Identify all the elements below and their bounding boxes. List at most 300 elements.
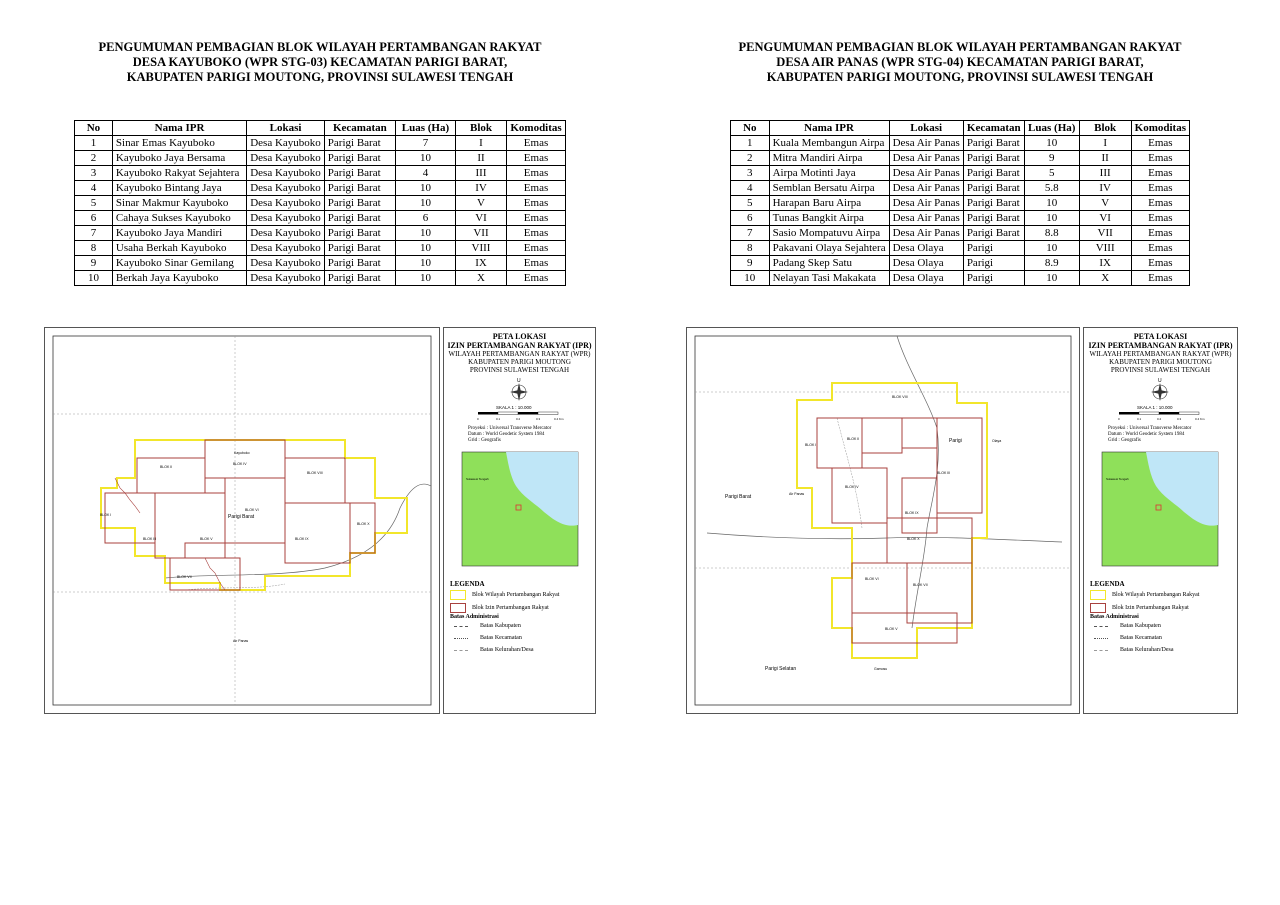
cell-no: 2: [731, 151, 770, 166]
cell-blok: III: [1079, 166, 1131, 181]
table-row: [75, 151, 566, 166]
cell-komoditas: Emas: [507, 241, 566, 256]
north-label: U: [1158, 378, 1162, 384]
cell-nama-ipr: Nelayan Tasi Makakata: [769, 271, 889, 286]
map-label-blok-1: BLOK I: [805, 443, 817, 447]
cell-nama-ipr: Kuala Membangun Airpa: [769, 136, 889, 151]
left-map: [44, 327, 440, 714]
cell-no: 3: [731, 166, 770, 181]
col-lokasi: Lokasi: [889, 121, 963, 136]
cell-nama-ipr: Usaha Berkah Kayuboko: [112, 241, 246, 256]
cell-lokasi: Desa Olaya: [889, 241, 963, 256]
kab-line-icon: [1094, 626, 1108, 627]
compass-north-icon: [444, 374, 595, 424]
scale-tick-0: 0: [477, 417, 479, 421]
cell-no: 8: [75, 241, 113, 256]
cell-luas: 5.8: [1024, 181, 1079, 196]
legend-desa: [450, 644, 595, 656]
table-row: [75, 181, 566, 196]
cell-blok: VI: [455, 211, 506, 226]
cell-blok: II: [1079, 151, 1131, 166]
cell-kecamatan: Parigi Barat: [963, 136, 1024, 151]
table-row: [731, 151, 1190, 166]
cell-komoditas: Emas: [1131, 151, 1189, 166]
cell-lokasi: Desa Air Panas: [889, 136, 963, 151]
cell-blok: II: [455, 151, 506, 166]
cell-luas: 8.8: [1024, 226, 1079, 241]
left-title: [0, 40, 640, 85]
cell-komoditas: Emas: [1131, 211, 1189, 226]
cell-blok: VII: [455, 226, 506, 241]
datum-label: Datum: [1108, 432, 1122, 437]
map-label-village-right: Olaya: [992, 439, 1002, 443]
datum-value: World Geodetic System 1984: [485, 432, 545, 437]
col-komoditas: Komoditas: [1131, 121, 1189, 136]
map-label-blok-4: BLOK IV: [845, 485, 859, 489]
cell-lokasi: Desa Olaya: [889, 256, 963, 271]
ipr-swatch-icon: [450, 603, 466, 613]
left-title-line-3: KABUPATEN PARIGI MOUTONG, PROVINSI SULAWESI TENGAH: [126, 70, 514, 84]
cell-blok: IV: [455, 181, 506, 196]
map-label-blok-8: BLOK VIII: [307, 471, 323, 475]
cell-blok: I: [455, 136, 506, 151]
cell-lokasi: Desa Kayuboko: [247, 226, 325, 241]
cell-komoditas: Emas: [507, 151, 566, 166]
table-row: [75, 166, 566, 181]
proj-value: Universal Transverse Mercator: [489, 426, 552, 431]
map-label-blok-6: BLOK VI: [245, 508, 259, 512]
right-title-line-2: DESA AIR PANAS (WPR STG-04) KECAMATAN PARIGI BARAT,: [776, 55, 1144, 69]
scale-tick-3: 0.3: [536, 417, 541, 421]
cell-komoditas: Emas: [507, 256, 566, 271]
cell-nama-ipr: Mitra Mandiri Airpa: [769, 151, 889, 166]
cell-kecamatan: Parigi Barat: [324, 271, 395, 286]
scale-tick-4: 0.4 Km: [1195, 417, 1205, 421]
col-komoditas: Komoditas: [507, 121, 566, 136]
cell-luas: 10: [395, 181, 455, 196]
cell-blok: VIII: [1079, 241, 1131, 256]
cell-luas: 10: [1024, 241, 1079, 256]
cell-luas: 10: [1024, 211, 1079, 226]
cell-no: 5: [731, 196, 770, 211]
cell-nama-ipr: Padang Skep Satu: [769, 256, 889, 271]
map-label-blok-1: BLOK I: [100, 513, 112, 517]
legend-wpr: [1090, 588, 1237, 601]
legend-title-2: IZIN PERTAMBANGAN RAKYAT (IPR): [447, 341, 592, 350]
grid-label: Grid: [1108, 438, 1118, 443]
inset-map: [444, 450, 595, 570]
col-no: No: [75, 121, 113, 136]
cell-lokasi: Desa Air Panas: [889, 211, 963, 226]
cell-nama-ipr: Kayuboko Rakyat Sejahtera: [112, 166, 246, 181]
cell-kecamatan: Parigi Barat: [963, 166, 1024, 181]
legend-title-1: PETA LOKASI: [1133, 332, 1188, 341]
cell-no: 4: [75, 181, 113, 196]
cell-luas: 8.9: [1024, 256, 1079, 271]
legend-sub-1: WILAYAH PERTAMBANGAN RAKYAT (WPR): [1089, 350, 1232, 358]
cell-lokasi: Desa Air Panas: [889, 196, 963, 211]
north-label: U: [517, 378, 521, 384]
kec-line-icon: [454, 638, 468, 639]
table-row: [75, 211, 566, 226]
legend-ipr: [1090, 601, 1237, 614]
cell-lokasi: Desa Kayuboko: [247, 256, 325, 271]
compass-north-icon: [1084, 374, 1237, 424]
table-row: [731, 181, 1190, 196]
cell-kecamatan: Parigi: [963, 256, 1024, 271]
map-label-blok-5: BLOK V: [200, 537, 213, 541]
table-row: [75, 256, 566, 271]
legend-ipr-label: Blok Izin Pertambangan Rakyat: [472, 604, 549, 611]
cell-kecamatan: Parigi: [963, 241, 1024, 256]
legend-heading: LEGENDA: [1090, 580, 1125, 588]
scale-label: SKALA 1 : 10.000: [496, 405, 532, 410]
cell-komoditas: Emas: [1131, 271, 1189, 286]
table-row: [731, 166, 1190, 181]
legend-sub-2: KABUPATEN PARIGI MOUTONG: [1109, 358, 1212, 366]
cell-lokasi: Desa Kayuboko: [247, 181, 325, 196]
legend-desa-label: Batas Kelurahan/Desa: [480, 647, 534, 653]
cell-kecamatan: Parigi Barat: [324, 196, 395, 211]
grid-value: Geografis: [481, 438, 501, 443]
map-label-blok-9: BLOK IX: [905, 511, 919, 515]
cell-lokasi: Desa Kayuboko: [247, 211, 325, 226]
map-label-village-left: Air Panas: [789, 492, 805, 496]
inset-map: [1084, 450, 1237, 570]
cell-kecamatan: Parigi Barat: [324, 241, 395, 256]
cell-nama-ipr: Harapan Baru Airpa: [769, 196, 889, 211]
legend-wpr-label: Blok Wilayah Pertambangan Rakyat: [472, 591, 560, 598]
cell-blok: V: [455, 196, 506, 211]
right-title-line-3: KABUPATEN PARIGI MOUTONG, PROVINSI SULAWESI TENGAH: [766, 70, 1154, 84]
map-label-blok-9: BLOK IX: [295, 537, 309, 541]
projection-info: Proyeksi : Universal Transverse Mercator Datum : World Geodetic System 1984 Grid : Geografis: [1108, 426, 1192, 443]
cell-komoditas: Emas: [1131, 196, 1189, 211]
cell-kecamatan: Parigi Barat: [963, 181, 1024, 196]
cell-nama-ipr: Sasio Mompatuvu Airpa: [769, 226, 889, 241]
cell-no: 8: [731, 241, 770, 256]
table-row: [731, 271, 1190, 286]
cell-nama-ipr: Semblan Bersatu Airpa: [769, 181, 889, 196]
cell-komoditas: Emas: [507, 226, 566, 241]
legend-desa-label: Batas Kelurahan/Desa: [1120, 647, 1174, 653]
cell-lokasi: Desa Kayuboko: [247, 241, 325, 256]
cell-luas: 10: [395, 226, 455, 241]
map-label-south: Air Panas: [233, 639, 249, 643]
cell-nama-ipr: Sinar Emas Kayuboko: [112, 136, 246, 151]
cell-blok: VIII: [455, 241, 506, 256]
cell-no: 7: [75, 226, 113, 241]
map-label-blok-7: BLOK VII: [177, 575, 192, 579]
cell-kecamatan: Parigi Barat: [324, 166, 395, 181]
cell-kecamatan: Parigi Barat: [324, 151, 395, 166]
cell-kecamatan: Parigi Barat: [963, 196, 1024, 211]
cell-lokasi: Desa Kayuboko: [247, 151, 325, 166]
cell-lokasi: Desa Olaya: [889, 271, 963, 286]
cell-kecamatan: Parigi Barat: [324, 211, 395, 226]
wpr-swatch-icon: [1090, 590, 1106, 600]
legend-wpr: [450, 588, 595, 601]
cell-komoditas: Emas: [1131, 136, 1189, 151]
map-label-blok-7: BLOK VII: [913, 583, 928, 587]
cell-blok: III: [455, 166, 506, 181]
cell-nama-ipr: Airpa Motinti Jaya: [769, 166, 889, 181]
cell-kecamatan: Parigi: [963, 271, 1024, 286]
legend-batas: Batas Administrasi: [450, 614, 499, 620]
scale-label: SKALA 1 : 10.000: [1137, 405, 1173, 410]
table-row: [75, 136, 566, 151]
cell-no: 9: [75, 256, 113, 271]
left-title-line-2: DESA KAYUBOKO (WPR STG-03) KECAMATAN PARIGI BARAT,: [132, 55, 508, 69]
cell-lokasi: Desa Air Panas: [889, 226, 963, 241]
cell-lokasi: Desa Kayuboko: [247, 136, 325, 151]
cell-no: 9: [731, 256, 770, 271]
legend-kec-label: Batas Kecamatan: [480, 635, 522, 641]
cell-komoditas: Emas: [507, 271, 566, 286]
cell-blok: X: [455, 271, 506, 286]
cell-komoditas: Emas: [507, 166, 566, 181]
proj-label: Proyeksi: [1108, 426, 1126, 431]
cell-blok: VII: [1079, 226, 1131, 241]
cell-lokasi: Desa Air Panas: [889, 166, 963, 181]
map-label-blok-10: BLOK X: [357, 522, 370, 526]
cell-no: 3: [75, 166, 113, 181]
table-header-row: [75, 121, 566, 136]
col-nama-ipr: Nama IPR: [769, 121, 889, 136]
map-label-town: Parigi Barat: [228, 514, 255, 520]
cell-luas: 9: [1024, 151, 1079, 166]
legend-title-2: IZIN PERTAMBANGAN RAKYAT (IPR): [1088, 341, 1233, 350]
cell-nama-ipr: Tunas Bangkit Airpa: [769, 211, 889, 226]
cell-blok: IV: [1079, 181, 1131, 196]
legend-kec: [1090, 632, 1237, 644]
map-label-village: Kayuboko: [234, 451, 250, 455]
map-label-blok-5: BLOK V: [885, 627, 898, 631]
inset-label: Sulawesi Tengah: [466, 477, 489, 481]
col-luas: Luas (Ha): [395, 121, 455, 136]
left-title-line-1: PENGUMUMAN PEMBAGIAN BLOK WILAYAH PERTAMBANGAN RAKYAT: [98, 40, 542, 54]
cell-luas: 10: [395, 256, 455, 271]
cell-no: 10: [731, 271, 770, 286]
map-label-south: Parigi Selatan: [765, 666, 797, 672]
legend-kec: [450, 632, 595, 644]
cell-no: 2: [75, 151, 113, 166]
legend-ipr: [450, 601, 595, 614]
legend-kab: [1090, 620, 1237, 632]
map-label-blok-3: BLOK III: [143, 537, 157, 541]
datum-value: World Geodetic System 1984: [1125, 432, 1185, 437]
legend-kab: [450, 620, 595, 632]
right-legend: [1083, 327, 1238, 714]
table-row: [731, 226, 1190, 241]
legend-sub-3: PROVINSI SULAWESI TENGAH: [1110, 366, 1211, 374]
cell-nama-ipr: Kayuboko Bintang Jaya: [112, 181, 246, 196]
legend-items: [1084, 580, 1237, 656]
cell-nama-ipr: Kayuboko Jaya Mandiri: [112, 226, 246, 241]
map-label-town-left: Parigi Barat: [725, 494, 752, 500]
desa-line-icon: [454, 650, 468, 651]
table-row: [75, 271, 566, 286]
table-row: [731, 256, 1190, 271]
legend-ipr-label: Blok Izin Pertambangan Rakyat: [1112, 604, 1189, 611]
cell-luas: 10: [395, 241, 455, 256]
col-luas: Luas (Ha): [1024, 121, 1079, 136]
cell-luas: 10: [1024, 136, 1079, 151]
cell-no: 5: [75, 196, 113, 211]
map-label-blok-2: BLOK II: [160, 465, 173, 469]
cell-lokasi: Desa Air Panas: [889, 181, 963, 196]
col-blok: Blok: [455, 121, 506, 136]
grid-value: Geografis: [1121, 438, 1141, 443]
scale-tick-4: 0.4 Km: [554, 417, 564, 421]
legend-sub-3: PROVINSI SULAWESI TENGAH: [469, 366, 570, 374]
cell-luas: 10: [395, 271, 455, 286]
cell-kecamatan: Parigi Barat: [324, 226, 395, 241]
right-title-line-1: PENGUMUMAN PEMBAGIAN BLOK WILAYAH PERTAMBANGAN RAKYAT: [738, 40, 1182, 54]
cell-lokasi: Desa Kayuboko: [247, 196, 325, 211]
cell-no: 1: [731, 136, 770, 151]
table-row: [75, 196, 566, 211]
cell-luas: 6: [395, 211, 455, 226]
legend-heading: LEGENDA: [450, 580, 485, 588]
cell-komoditas: Emas: [507, 181, 566, 196]
map-label-blok-10: BLOK X: [907, 537, 920, 541]
legend-title-1: PETA LOKASI: [492, 332, 547, 341]
cell-luas: 10: [1024, 271, 1079, 286]
cell-komoditas: Emas: [1131, 226, 1189, 241]
cell-nama-ipr: Cahaya Sukses Kayuboko: [112, 211, 246, 226]
cell-blok: X: [1079, 271, 1131, 286]
legend-kab-label: Batas Kabupaten: [1120, 623, 1161, 629]
cell-nama-ipr: Kayuboko Sinar Gemilang: [112, 256, 246, 271]
cell-komoditas: Emas: [507, 211, 566, 226]
cell-kecamatan: Parigi Barat: [963, 211, 1024, 226]
table-row: [731, 196, 1190, 211]
ipr-swatch-icon: [1090, 603, 1106, 613]
cell-komoditas: Emas: [1131, 241, 1189, 256]
scale-tick-2: 0.2: [1157, 417, 1162, 421]
cell-lokasi: Desa Kayuboko: [247, 166, 325, 181]
cell-no: 6: [731, 211, 770, 226]
cell-luas: 5: [1024, 166, 1079, 181]
cell-luas: 10: [395, 151, 455, 166]
scale-tick-0: 0: [1118, 417, 1120, 421]
cell-no: 10: [75, 271, 113, 286]
cell-lokasi: Desa Air Panas: [889, 151, 963, 166]
legend-kab-label: Batas Kabupaten: [480, 623, 521, 629]
cell-blok: IX: [1079, 256, 1131, 271]
cell-kecamatan: Parigi Barat: [963, 226, 1024, 241]
map-label-blok-6: BLOK VI: [865, 577, 879, 581]
legend-items: [444, 580, 595, 656]
scale-tick-1: 0.1: [496, 417, 501, 421]
table-row: [731, 211, 1190, 226]
map-label-blok-2: BLOK II: [847, 437, 860, 441]
cell-no: 6: [75, 211, 113, 226]
proj-label: Proyeksi: [468, 426, 486, 431]
col-lokasi: Lokasi: [247, 121, 325, 136]
col-kecamatan: Kecamatan: [963, 121, 1024, 136]
right-map: [686, 327, 1080, 714]
cell-luas: 10: [1024, 196, 1079, 211]
projection-info: Proyeksi : Universal Transverse Mercator Datum : World Geodetic System 1984 Grid : Geografis: [468, 426, 552, 443]
legend-kec-label: Batas Kecamatan: [1120, 635, 1162, 641]
cell-komoditas: Emas: [507, 196, 566, 211]
kec-line-icon: [1094, 638, 1108, 639]
desa-line-icon: [1094, 650, 1108, 651]
cell-nama-ipr: Kayuboko Jaya Bersama: [112, 151, 246, 166]
cell-komoditas: Emas: [1131, 181, 1189, 196]
legend-wpr-label: Blok Wilayah Pertambangan Rakyat: [1112, 591, 1200, 598]
inset-label: Sulawesi Tengah: [1106, 477, 1129, 481]
cell-no: 1: [75, 136, 113, 151]
cell-blok: V: [1079, 196, 1131, 211]
cell-kecamatan: Parigi Barat: [963, 151, 1024, 166]
wpr-swatch-icon: [450, 590, 466, 600]
kab-line-icon: [454, 626, 468, 627]
cell-blok: I: [1079, 136, 1131, 151]
cell-no: 7: [731, 226, 770, 241]
legend-sub-1: WILAYAH PERTAMBANGAN RAKYAT (WPR): [448, 350, 591, 358]
left-ipr-table: [74, 120, 566, 286]
cell-luas: 7: [395, 136, 455, 151]
cell-blok: IX: [455, 256, 506, 271]
cell-komoditas: Emas: [1131, 166, 1189, 181]
cell-blok: VI: [1079, 211, 1131, 226]
left-legend: [443, 327, 596, 714]
right-map-canvas: [687, 328, 1079, 713]
map-label-south-village: Gamosu: [874, 667, 888, 671]
cell-luas: 10: [395, 196, 455, 211]
legend-batas: Batas Administrasi: [1090, 614, 1139, 620]
cell-nama-ipr: Pakavani Olaya Sejahtera: [769, 241, 889, 256]
map-label-blok-3: BLOK III: [937, 471, 951, 475]
cell-lokasi: Desa Kayuboko: [247, 271, 325, 286]
table-header-row: [731, 121, 1190, 136]
col-no: No: [731, 121, 770, 136]
grid-label: Grid: [468, 438, 478, 443]
table-row: [731, 241, 1190, 256]
cell-kecamatan: Parigi Barat: [324, 136, 395, 151]
right-title: [640, 40, 1280, 85]
cell-kecamatan: Parigi Barat: [324, 181, 395, 196]
col-blok: Blok: [1079, 121, 1131, 136]
cell-nama-ipr: Berkah Jaya Kayuboko: [112, 271, 246, 286]
map-label-blok-4: BLOK IV: [233, 462, 247, 466]
cell-komoditas: Emas: [1131, 256, 1189, 271]
left-map-canvas: [45, 328, 439, 713]
map-label-blok-8: BLOK VIII: [892, 395, 908, 399]
table-row: [75, 241, 566, 256]
scale-tick-1: 0.1: [1137, 417, 1142, 421]
right-panel: [640, 0, 1280, 905]
proj-value: Universal Transverse Mercator: [1129, 426, 1192, 431]
cell-luas: 4: [395, 166, 455, 181]
legend-desa: [1090, 644, 1237, 656]
table-row: [731, 136, 1190, 151]
map-label-town-right: Parigi: [949, 438, 962, 444]
cell-nama-ipr: Sinar Makmur Kayuboko: [112, 196, 246, 211]
col-kecamatan: Kecamatan: [324, 121, 395, 136]
col-nama-ipr: Nama IPR: [112, 121, 246, 136]
cell-no: 4: [731, 181, 770, 196]
scale-tick-3: 0.3: [1177, 417, 1182, 421]
datum-label: Datum: [468, 432, 482, 437]
legend-sub-2: KABUPATEN PARIGI MOUTONG: [468, 358, 571, 366]
cell-kecamatan: Parigi Barat: [324, 256, 395, 271]
right-ipr-table: [730, 120, 1190, 286]
table-row: [75, 226, 566, 241]
